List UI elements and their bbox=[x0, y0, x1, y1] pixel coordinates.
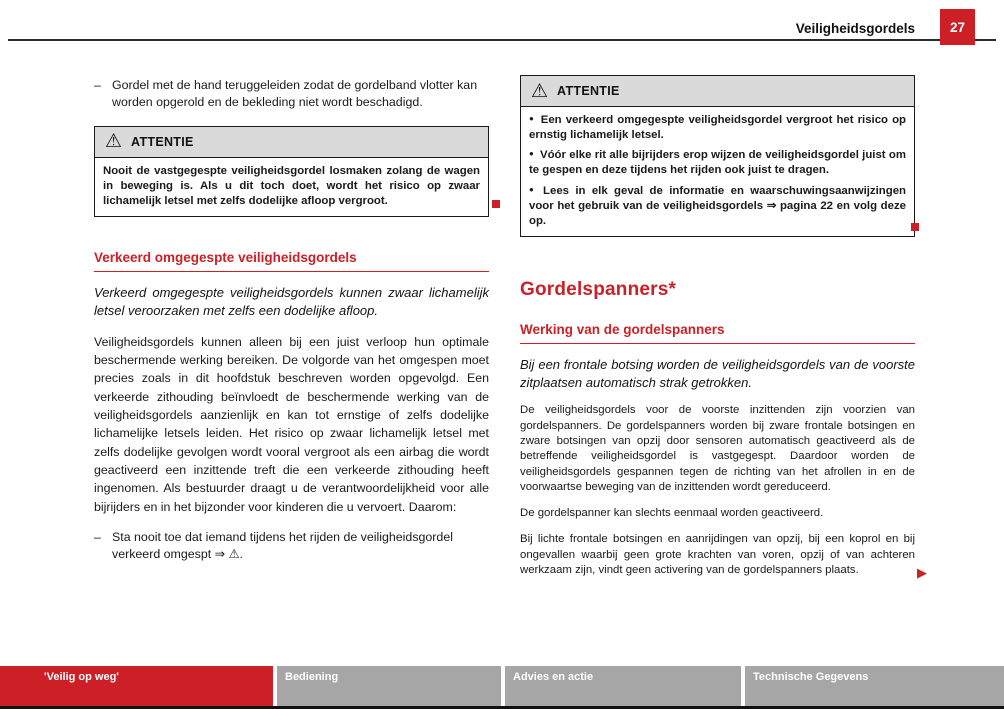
attention-box bbox=[520, 75, 915, 237]
bullet-text: Vóór elke rit alle bijrijders erop wijzen de veiligheidsgordel juist om te gespen en deze tijdens het rijden ook juist te dragen. bbox=[529, 149, 906, 177]
footer-section-veilig-op-weg bbox=[0, 666, 273, 706]
continue-arrow-icon: ▶ bbox=[917, 565, 927, 581]
body-paragraph: De veiligheidsgordels voor de voorste inzittenden zijn voorzien van gordelspanners. De gordelspanners worden bij zware frontale botsingen en zware botsingen van opzij door sensoren automatisch geactiveerd als de betreffende veiligheidsgordel is vastgegespt. Daardoor worden de veiligheidsgordels gespannen tegen de richting van het afrollen in en de voorwaartse beweging van de inzittenden wordt gereduceerd. bbox=[520, 404, 915, 493]
attention-box-header bbox=[95, 127, 488, 158]
left-column bbox=[94, 72, 489, 563]
body-paragraph: Bij lichte frontale botsingen en aanrijdingen van opzij, bij een koprol en bij ongevallen waarbij geen grote krachten van voren, opzij of van achteren werkzaam zijn, vindt geen activering van de gordelspanners plaats. bbox=[520, 533, 915, 576]
lead-paragraph: Bij een frontale botsing worden de veiligheidsgordels van de voorste zitplaatsen automatisch strak getrokken. bbox=[520, 357, 915, 391]
attention-bullet bbox=[529, 184, 906, 229]
footer-nav bbox=[0, 666, 1004, 706]
attention-bullet bbox=[529, 113, 906, 143]
header-chapter-title: Veiligheidsgordels bbox=[795, 21, 915, 36]
lead-paragraph: Verkeerd omgegespte veiligheidsgordels kunnen zwaar lichamelijk letsel veroorzaken met zelfs een dodelijke afloop. bbox=[94, 285, 489, 319]
right-column bbox=[520, 72, 927, 581]
body-paragraph: De gordelspanner kan slechts eenmaal worden geactiveerd. bbox=[520, 507, 824, 520]
list-item bbox=[94, 529, 489, 563]
bullet-text: Lees in elk geval de informatie en waarschuwingsaanwijzingen voor het gebruik van de veiligheidsgordels ⇒ pagina 22 en volg deze op. bbox=[529, 184, 906, 227]
section-heading: Werking van de gordelspanners bbox=[520, 322, 915, 344]
warning-triangle-icon: ⚠ bbox=[105, 131, 123, 153]
list-item-marker: – bbox=[94, 78, 101, 92]
attention-body-text: Nooit de vastgegespte veiligheidsgordel losmaken zolang de wagen in beweging is. Als u dit toch doet, wordt het risico op zwaar lichamelijk letsel met zelfs dodelijke afloop vergroot. bbox=[103, 164, 480, 208]
page-number: 27 bbox=[949, 19, 966, 35]
body-paragraph-wrap bbox=[520, 532, 927, 581]
header-rule bbox=[8, 39, 996, 41]
section-end-marker bbox=[911, 223, 919, 231]
list-item bbox=[94, 77, 489, 111]
attention-bullet bbox=[529, 148, 906, 178]
footer-section-bediening bbox=[277, 666, 501, 706]
chapter-title: Gordelspanners* bbox=[520, 279, 677, 301]
list-item-text: Sta nooit toe dat iemand tijdens het rijden de veiligheidsgordel verkeerd omgespt ⇒ ⚠. bbox=[112, 530, 453, 562]
bullet-marker: ● bbox=[529, 114, 535, 123]
bullet-text: Een verkeerd omgegespte veiligheidsgordel vergroot het risico op ernstig lichamelijk letsel. bbox=[529, 114, 906, 142]
footer-section-technische-gegevens bbox=[745, 666, 1004, 706]
attention-title: ATTENTIE bbox=[131, 134, 194, 149]
warning-triangle-icon: ⚠ bbox=[531, 80, 549, 102]
list-item-text: Gordel met de hand teruggeleiden zodat de gordelband vlotter kan worden opgerold en de bekleding niet wordt beschadigd. bbox=[112, 78, 478, 109]
list-item-marker: – bbox=[94, 530, 101, 545]
footer-section-label: Bediening bbox=[285, 671, 339, 683]
attention-title: ATTENTIE bbox=[557, 84, 620, 98]
footer-section-label: 'Veilig op weg' bbox=[44, 671, 119, 683]
footer-section-advies-en-actie bbox=[505, 666, 741, 706]
section-heading: Verkeerd omgegespte veiligheidsgordels bbox=[94, 250, 489, 272]
section-end-marker bbox=[492, 200, 500, 208]
attention-box-header bbox=[521, 76, 914, 107]
attention-body bbox=[521, 107, 914, 236]
body-paragraph: Veiligheidsgordels kunnen alleen bij een juist verloop hun optimale beschermende werking bereiken. De volgorde van het omgespen moet precies zoals in dit hoofdstuk beschreven worden opgevolgd. Een verkeerde zithouding beïnvloedt de beschermende werking van de veiligheidsgordels aanzienlijk en kan tot ernstige of zelfs dodelijke lichamelijke letsels leiden. Het risico op zwaar lichamelijk letsel met zelfs dodelijke gevolgen wordt vooral vergroot als een airbag die wordt geactiveerd een inzittende treft die een verkeerde zithouding heeft ingenomen. Als bestuurder draagt u de verantwoordelijkheid voor alle bijrijders en in het bijzonder voor kinderen die u vervoert. Daarom: bbox=[94, 334, 489, 514]
bullet-marker: ● bbox=[529, 149, 534, 159]
footer-section-label: Advies en actie bbox=[513, 671, 594, 683]
page-number-badge bbox=[940, 9, 975, 45]
attention-box bbox=[94, 126, 489, 217]
footer-section-label: Technische Gegevens bbox=[753, 671, 869, 683]
bullet-marker: ● bbox=[529, 184, 538, 194]
